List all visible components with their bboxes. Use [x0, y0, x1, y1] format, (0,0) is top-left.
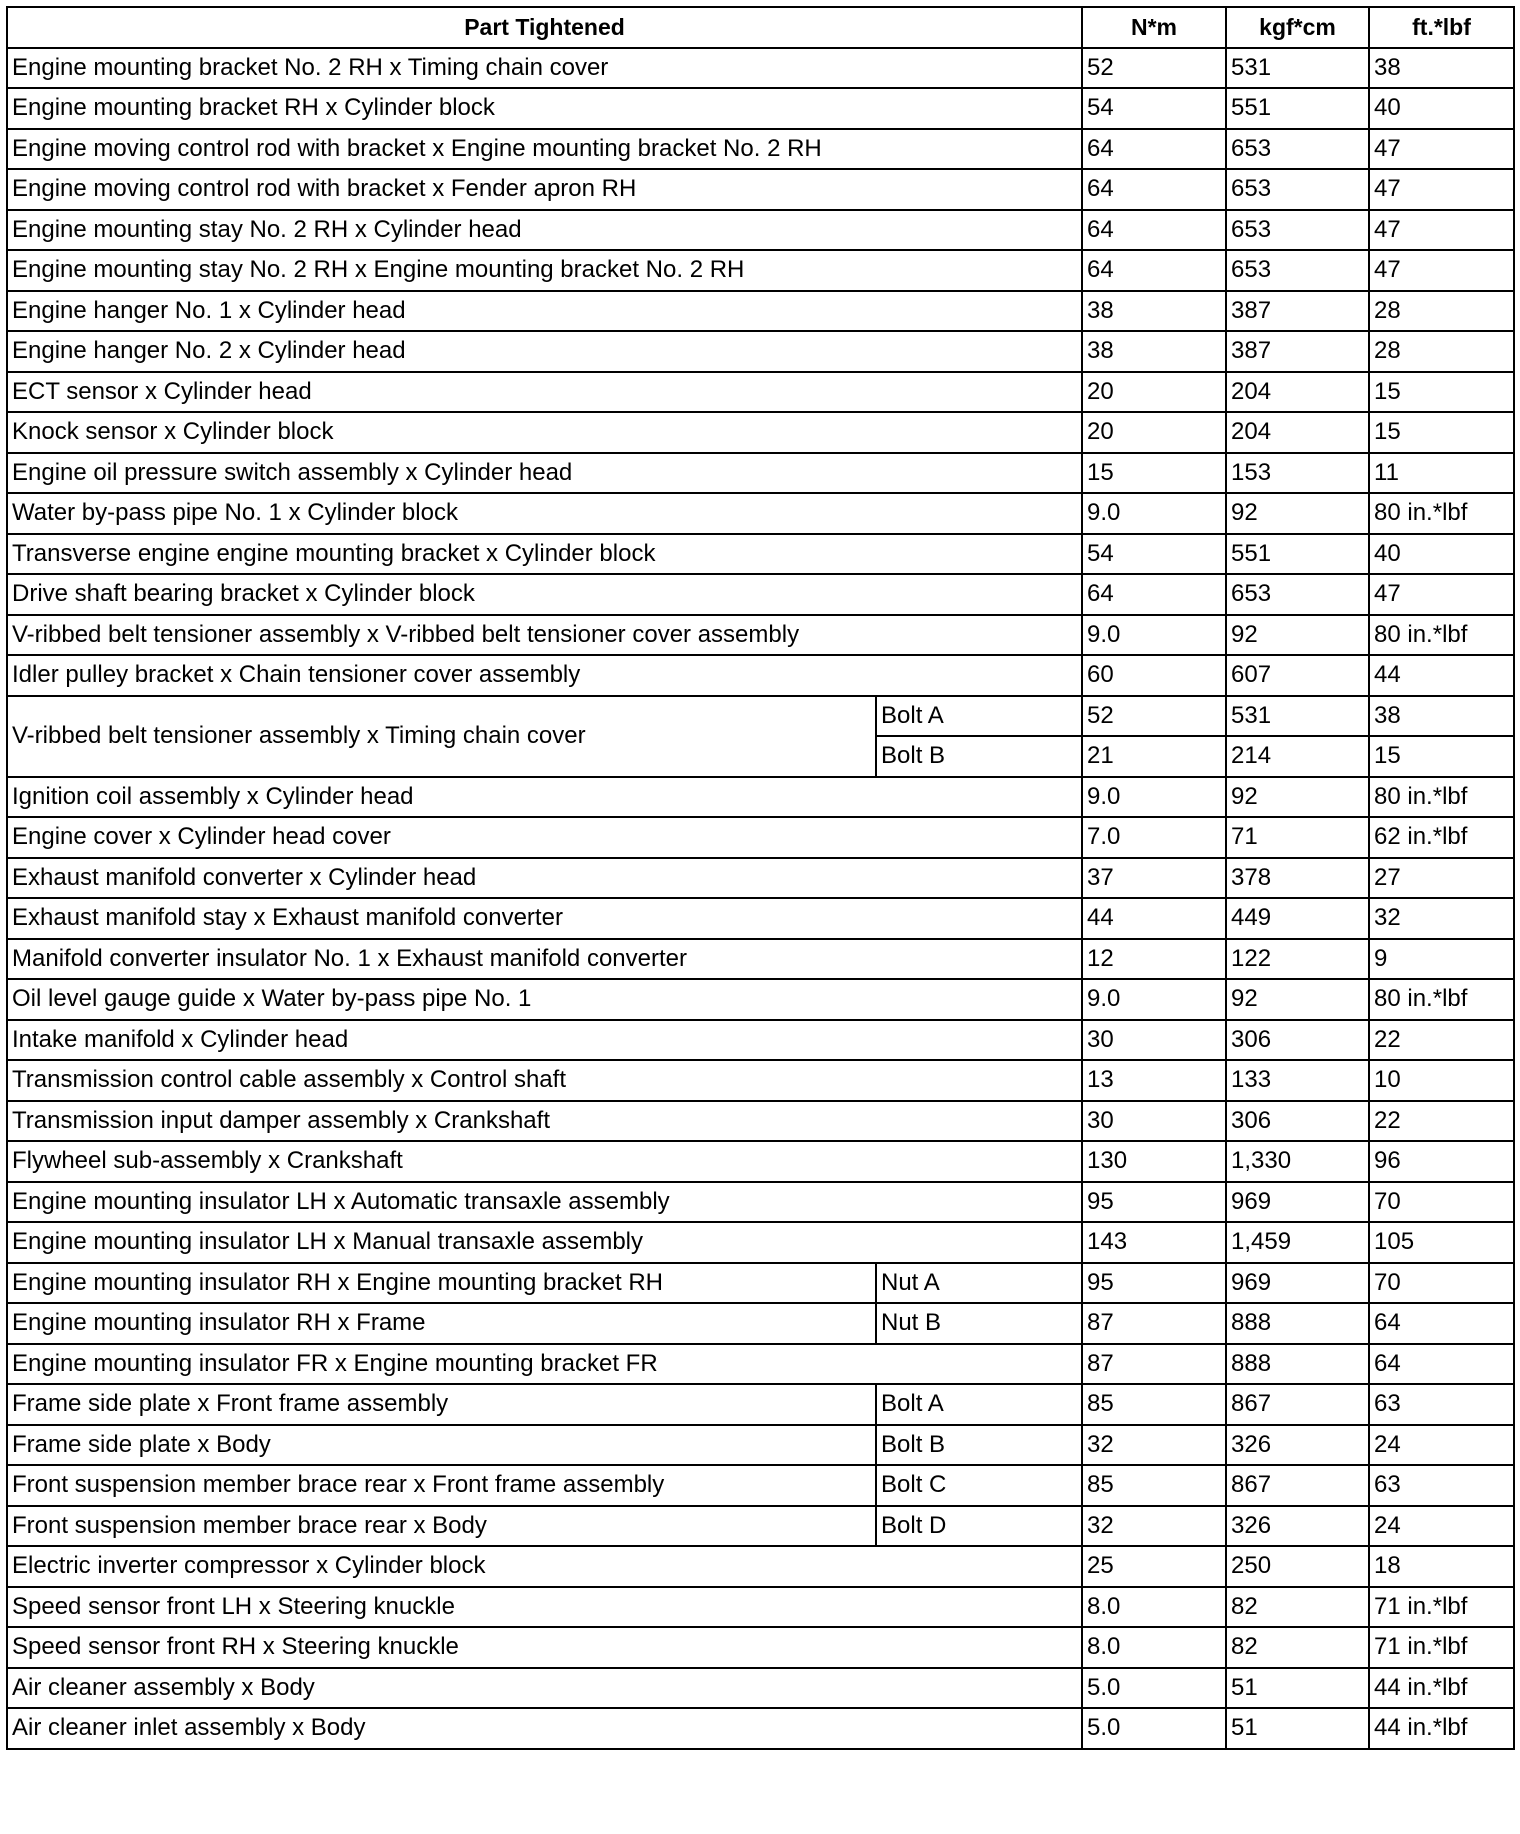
ft-lbf-cell: 24 [1369, 1425, 1514, 1466]
nm-cell: 9.0 [1082, 777, 1226, 818]
header-row [7, 7, 1514, 48]
part-cell: ECT sensor x Cylinder head [7, 372, 1082, 413]
part-cell: Intake manifold x Cylinder head [7, 1020, 1082, 1061]
table-row [7, 412, 1514, 453]
nm-cell: 85 [1082, 1384, 1226, 1425]
nm-cell: 64 [1082, 574, 1226, 615]
ft-lbf-cell: 44 [1369, 655, 1514, 696]
nm-cell: 13 [1082, 1060, 1226, 1101]
header-ft-lbf: ft.*lbf [1369, 7, 1514, 48]
part-cell: Speed sensor front LH x Steering knuckle [7, 1587, 1082, 1628]
fastener-cell: Bolt B [876, 1425, 1082, 1466]
kgf-cm-cell: 326 [1226, 1425, 1369, 1466]
table-row [7, 858, 1514, 899]
table-row [7, 1101, 1514, 1142]
kgf-cm-cell: 92 [1226, 615, 1369, 656]
part-cell: Engine hanger No. 2 x Cylinder head [7, 331, 1082, 372]
ft-lbf-cell: 32 [1369, 898, 1514, 939]
part-cell: Transmission input damper assembly x Crankshaft [7, 1101, 1082, 1142]
table-row [7, 1303, 1514, 1344]
table-row [7, 1141, 1514, 1182]
table-row [7, 372, 1514, 413]
kgf-cm-cell: 1,459 [1226, 1222, 1369, 1263]
ft-lbf-cell: 22 [1369, 1020, 1514, 1061]
fastener-cell: Bolt B [876, 736, 1082, 777]
nm-cell: 64 [1082, 210, 1226, 251]
table-row [7, 331, 1514, 372]
ft-lbf-cell: 44 in.*lbf [1369, 1708, 1514, 1749]
kgf-cm-cell: 867 [1226, 1384, 1369, 1425]
nm-cell: 30 [1082, 1020, 1226, 1061]
table-row [7, 1344, 1514, 1385]
ft-lbf-cell: 70 [1369, 1182, 1514, 1223]
kgf-cm-cell: 51 [1226, 1708, 1369, 1749]
nm-cell: 64 [1082, 169, 1226, 210]
table-body [7, 48, 1514, 1749]
kgf-cm-cell: 888 [1226, 1344, 1369, 1385]
part-cell: Engine mounting insulator LH x Manual transaxle assembly [7, 1222, 1082, 1263]
kgf-cm-cell: 653 [1226, 574, 1369, 615]
nm-cell: 8.0 [1082, 1627, 1226, 1668]
table-row [7, 1708, 1514, 1749]
part-cell: V-ribbed belt tensioner assembly x Timing chain cover [7, 696, 876, 777]
kgf-cm-cell: 653 [1226, 210, 1369, 251]
nm-cell: 5.0 [1082, 1708, 1226, 1749]
kgf-cm-cell: 82 [1226, 1587, 1369, 1628]
kgf-cm-cell: 653 [1226, 169, 1369, 210]
nm-cell: 5.0 [1082, 1668, 1226, 1709]
kgf-cm-cell: 387 [1226, 331, 1369, 372]
fastener-cell: Nut B [876, 1303, 1082, 1344]
ft-lbf-cell: 71 in.*lbf [1369, 1627, 1514, 1668]
nm-cell: 32 [1082, 1425, 1226, 1466]
kgf-cm-cell: 531 [1226, 696, 1369, 737]
table-row [7, 1587, 1514, 1628]
kgf-cm-cell: 969 [1226, 1182, 1369, 1223]
part-cell: Manifold converter insulator No. 1 x Exhaust manifold converter [7, 939, 1082, 980]
part-cell: Oil level gauge guide x Water by-pass pipe No. 1 [7, 979, 1082, 1020]
nm-cell: 32 [1082, 1506, 1226, 1547]
kgf-cm-cell: 71 [1226, 817, 1369, 858]
nm-cell: 12 [1082, 939, 1226, 980]
nm-cell: 44 [1082, 898, 1226, 939]
ft-lbf-cell: 15 [1369, 412, 1514, 453]
table-row [7, 1506, 1514, 1547]
nm-cell: 64 [1082, 250, 1226, 291]
part-cell: Exhaust manifold stay x Exhaust manifold converter [7, 898, 1082, 939]
part-cell: Exhaust manifold converter x Cylinder head [7, 858, 1082, 899]
kgf-cm-cell: 326 [1226, 1506, 1369, 1547]
ft-lbf-cell: 64 [1369, 1344, 1514, 1385]
kgf-cm-cell: 888 [1226, 1303, 1369, 1344]
table-row [7, 574, 1514, 615]
table-row [7, 291, 1514, 332]
table-row [7, 655, 1514, 696]
part-cell: Drive shaft bearing bracket x Cylinder block [7, 574, 1082, 615]
nm-cell: 85 [1082, 1465, 1226, 1506]
part-cell: Front suspension member brace rear x Front frame assembly [7, 1465, 876, 1506]
part-cell: Engine mounting insulator LH x Automatic transaxle assembly [7, 1182, 1082, 1223]
table-row [7, 493, 1514, 534]
part-cell: Idler pulley bracket x Chain tensioner cover assembly [7, 655, 1082, 696]
table-row [7, 534, 1514, 575]
kgf-cm-cell: 969 [1226, 1263, 1369, 1304]
part-cell: Transverse engine engine mounting bracket x Cylinder block [7, 534, 1082, 575]
ft-lbf-cell: 80 in.*lbf [1369, 777, 1514, 818]
ft-lbf-cell: 80 in.*lbf [1369, 979, 1514, 1020]
part-cell: Transmission control cable assembly x Control shaft [7, 1060, 1082, 1101]
kgf-cm-cell: 92 [1226, 493, 1369, 534]
nm-cell: 8.0 [1082, 1587, 1226, 1628]
table-row [7, 1020, 1514, 1061]
ft-lbf-cell: 38 [1369, 48, 1514, 89]
kgf-cm-cell: 153 [1226, 453, 1369, 494]
ft-lbf-cell: 71 in.*lbf [1369, 1587, 1514, 1628]
table-row [7, 88, 1514, 129]
ft-lbf-cell: 47 [1369, 574, 1514, 615]
nm-cell: 9.0 [1082, 493, 1226, 534]
ft-lbf-cell: 63 [1369, 1384, 1514, 1425]
part-cell: Flywheel sub-assembly x Crankshaft [7, 1141, 1082, 1182]
nm-cell: 7.0 [1082, 817, 1226, 858]
nm-cell: 9.0 [1082, 615, 1226, 656]
part-cell: Engine mounting insulator RH x Engine mounting bracket RH [7, 1263, 876, 1304]
nm-cell: 54 [1082, 88, 1226, 129]
ft-lbf-cell: 15 [1369, 736, 1514, 777]
kgf-cm-cell: 653 [1226, 129, 1369, 170]
ft-lbf-cell: 44 in.*lbf [1369, 1668, 1514, 1709]
table-row [7, 48, 1514, 89]
table-row [7, 1182, 1514, 1223]
kgf-cm-cell: 607 [1226, 655, 1369, 696]
nm-cell: 21 [1082, 736, 1226, 777]
nm-cell: 15 [1082, 453, 1226, 494]
kgf-cm-cell: 204 [1226, 412, 1369, 453]
kgf-cm-cell: 551 [1226, 88, 1369, 129]
table-row [7, 939, 1514, 980]
kgf-cm-cell: 306 [1226, 1020, 1369, 1061]
fastener-cell: Nut A [876, 1263, 1082, 1304]
fastener-cell: Bolt A [876, 1384, 1082, 1425]
table-row [7, 898, 1514, 939]
part-cell: Knock sensor x Cylinder block [7, 412, 1082, 453]
table-row [7, 979, 1514, 1020]
ft-lbf-cell: 18 [1369, 1546, 1514, 1587]
part-cell: Water by-pass pipe No. 1 x Cylinder block [7, 493, 1082, 534]
nm-cell: 95 [1082, 1182, 1226, 1223]
nm-cell: 37 [1082, 858, 1226, 899]
ft-lbf-cell: 10 [1369, 1060, 1514, 1101]
part-cell: Ignition coil assembly x Cylinder head [7, 777, 1082, 818]
table-row [7, 1384, 1514, 1425]
kgf-cm-cell: 204 [1226, 372, 1369, 413]
part-cell: Electric inverter compressor x Cylinder block [7, 1546, 1082, 1587]
part-cell: Air cleaner inlet assembly x Body [7, 1708, 1082, 1749]
kgf-cm-cell: 378 [1226, 858, 1369, 899]
nm-cell: 25 [1082, 1546, 1226, 1587]
ft-lbf-cell: 40 [1369, 88, 1514, 129]
ft-lbf-cell: 70 [1369, 1263, 1514, 1304]
table-row [7, 129, 1514, 170]
table-row [7, 1627, 1514, 1668]
nm-cell: 130 [1082, 1141, 1226, 1182]
nm-cell: 20 [1082, 412, 1226, 453]
part-cell: Engine mounting stay No. 2 RH x Engine mounting bracket No. 2 RH [7, 250, 1082, 291]
part-cell: Speed sensor front RH x Steering knuckle [7, 1627, 1082, 1668]
kgf-cm-cell: 449 [1226, 898, 1369, 939]
ft-lbf-cell: 38 [1369, 696, 1514, 737]
kgf-cm-cell: 214 [1226, 736, 1369, 777]
part-cell: Frame side plate x Front frame assembly [7, 1384, 876, 1425]
header-nm: N*m [1082, 7, 1226, 48]
table-row [7, 615, 1514, 656]
ft-lbf-cell: 63 [1369, 1465, 1514, 1506]
ft-lbf-cell: 11 [1369, 453, 1514, 494]
part-cell: Engine oil pressure switch assembly x Cylinder head [7, 453, 1082, 494]
table-row [7, 210, 1514, 251]
table-row [7, 777, 1514, 818]
nm-cell: 143 [1082, 1222, 1226, 1263]
part-cell: Engine moving control rod with bracket x Engine mounting bracket No. 2 RH [7, 129, 1082, 170]
kgf-cm-cell: 387 [1226, 291, 1369, 332]
table-row [7, 1465, 1514, 1506]
ft-lbf-cell: 96 [1369, 1141, 1514, 1182]
table-row [7, 1425, 1514, 1466]
part-cell: Front suspension member brace rear x Body [7, 1506, 876, 1547]
table-row [7, 817, 1514, 858]
ft-lbf-cell: 22 [1369, 1101, 1514, 1142]
kgf-cm-cell: 306 [1226, 1101, 1369, 1142]
part-cell: Engine moving control rod with bracket x Fender apron RH [7, 169, 1082, 210]
header-kgf-cm: kgf*cm [1226, 7, 1369, 48]
kgf-cm-cell: 531 [1226, 48, 1369, 89]
ft-lbf-cell: 64 [1369, 1303, 1514, 1344]
kgf-cm-cell: 551 [1226, 534, 1369, 575]
ft-lbf-cell: 47 [1369, 250, 1514, 291]
ft-lbf-cell: 62 in.*lbf [1369, 817, 1514, 858]
nm-cell: 95 [1082, 1263, 1226, 1304]
ft-lbf-cell: 28 [1369, 291, 1514, 332]
ft-lbf-cell: 24 [1369, 1506, 1514, 1547]
ft-lbf-cell: 9 [1369, 939, 1514, 980]
header-part-tightened: Part Tightened [7, 7, 1082, 48]
part-cell: Engine mounting stay No. 2 RH x Cylinder head [7, 210, 1082, 251]
part-cell: Engine mounting bracket RH x Cylinder block [7, 88, 1082, 129]
nm-cell: 52 [1082, 696, 1226, 737]
ft-lbf-cell: 27 [1369, 858, 1514, 899]
kgf-cm-cell: 51 [1226, 1668, 1369, 1709]
ft-lbf-cell: 28 [1369, 331, 1514, 372]
nm-cell: 87 [1082, 1344, 1226, 1385]
nm-cell: 20 [1082, 372, 1226, 413]
torque-spec-table [6, 6, 1515, 1750]
ft-lbf-cell: 15 [1369, 372, 1514, 413]
table-row [7, 1263, 1514, 1304]
nm-cell: 54 [1082, 534, 1226, 575]
nm-cell: 52 [1082, 48, 1226, 89]
nm-cell: 38 [1082, 291, 1226, 332]
kgf-cm-cell: 867 [1226, 1465, 1369, 1506]
table-row [7, 1060, 1514, 1101]
table-row [7, 1546, 1514, 1587]
table-row [7, 696, 1514, 737]
ft-lbf-cell: 47 [1369, 169, 1514, 210]
table-row [7, 453, 1514, 494]
part-cell: Engine hanger No. 1 x Cylinder head [7, 291, 1082, 332]
kgf-cm-cell: 250 [1226, 1546, 1369, 1587]
ft-lbf-cell: 80 in.*lbf [1369, 493, 1514, 534]
nm-cell: 87 [1082, 1303, 1226, 1344]
table-row [7, 1222, 1514, 1263]
ft-lbf-cell: 47 [1369, 210, 1514, 251]
ft-lbf-cell: 80 in.*lbf [1369, 615, 1514, 656]
ft-lbf-cell: 40 [1369, 534, 1514, 575]
kgf-cm-cell: 1,330 [1226, 1141, 1369, 1182]
nm-cell: 30 [1082, 1101, 1226, 1142]
part-cell: Engine mounting insulator RH x Frame [7, 1303, 876, 1344]
part-cell: Engine mounting insulator FR x Engine mounting bracket FR [7, 1344, 1082, 1385]
part-cell: V-ribbed belt tensioner assembly x V-ribbed belt tensioner cover assembly [7, 615, 1082, 656]
kgf-cm-cell: 92 [1226, 777, 1369, 818]
fastener-cell: Bolt A [876, 696, 1082, 737]
part-cell: Engine cover x Cylinder head cover [7, 817, 1082, 858]
table-row [7, 169, 1514, 210]
part-cell: Air cleaner assembly x Body [7, 1668, 1082, 1709]
nm-cell: 60 [1082, 655, 1226, 696]
ft-lbf-cell: 47 [1369, 129, 1514, 170]
table-row [7, 250, 1514, 291]
ft-lbf-cell: 105 [1369, 1222, 1514, 1263]
kgf-cm-cell: 133 [1226, 1060, 1369, 1101]
part-cell: Frame side plate x Body [7, 1425, 876, 1466]
kgf-cm-cell: 122 [1226, 939, 1369, 980]
nm-cell: 9.0 [1082, 979, 1226, 1020]
nm-cell: 64 [1082, 129, 1226, 170]
kgf-cm-cell: 92 [1226, 979, 1369, 1020]
kgf-cm-cell: 82 [1226, 1627, 1369, 1668]
fastener-cell: Bolt C [876, 1465, 1082, 1506]
fastener-cell: Bolt D [876, 1506, 1082, 1547]
kgf-cm-cell: 653 [1226, 250, 1369, 291]
table-row [7, 1668, 1514, 1709]
nm-cell: 38 [1082, 331, 1226, 372]
part-cell: Engine mounting bracket No. 2 RH x Timing chain cover [7, 48, 1082, 89]
